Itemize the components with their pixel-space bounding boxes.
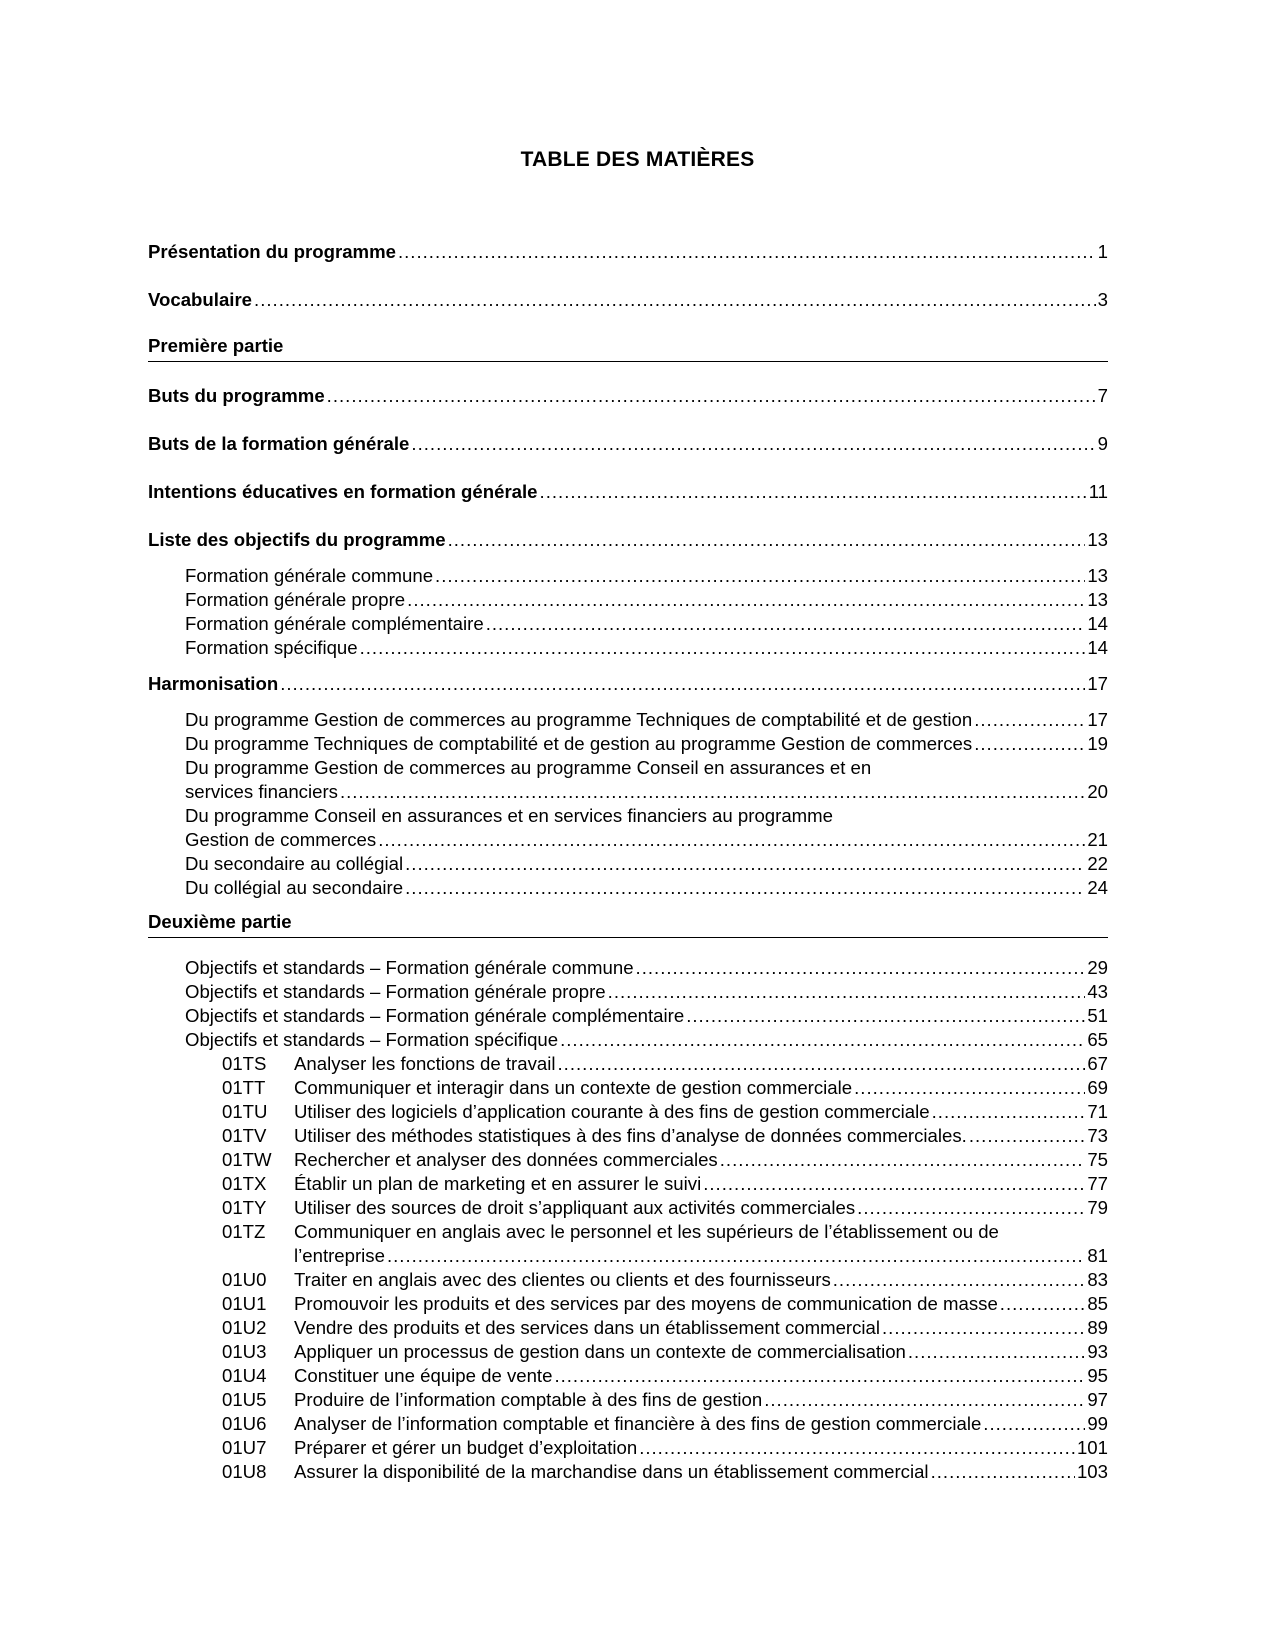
dot-leader [327, 384, 1096, 407]
competency-entry[interactable] [222, 1172, 1108, 1195]
section-heading-part2: Deuxième partie [148, 910, 1108, 938]
dot-leader [608, 980, 1086, 1003]
toc-entry-page: 19 [1087, 733, 1108, 754]
dot-leader [557, 1052, 1085, 1075]
toc-entry-label: Buts de la formation générale [148, 433, 410, 454]
competency-code: 01U3 [222, 1341, 267, 1362]
competency-code: 01TW [222, 1149, 272, 1170]
competency-entry[interactable] [222, 1340, 1108, 1363]
competency-label: Constituer une équipe de vente [294, 1365, 553, 1386]
dot-leader [411, 432, 1095, 455]
competency-label: Préparer et gérer un budget d’exploitation [294, 1437, 638, 1458]
toc-entry[interactable] [148, 384, 1108, 407]
dot-leader [636, 956, 1086, 979]
dot-leader [254, 288, 1096, 311]
competency-label: Rechercher et analyser des données commerciales [294, 1149, 718, 1170]
toc-entry-page: 1 [1097, 241, 1108, 262]
toc-subentry[interactable] [185, 852, 1108, 875]
competency-entry[interactable] [222, 1412, 1108, 1435]
competency-entry[interactable] [222, 1076, 1108, 1099]
competency-label: Vendre des produits et des services dans un établissement commercial [294, 1317, 881, 1338]
competency-code: 01U4 [222, 1365, 267, 1386]
competency-page: 79 [1087, 1197, 1108, 1218]
dot-leader [405, 876, 1085, 899]
toc-subentry[interactable] [185, 980, 1108, 1003]
dot-leader [1000, 1292, 1086, 1315]
competency-label-line1: Communiquer en anglais avec le personnel et les supérieurs de l’établissement ou de [294, 1221, 999, 1242]
competency-label: Utiliser des logiciels d’application courante à des fins de gestion commerciale [294, 1101, 930, 1122]
toc-entry-page: 65 [1087, 1029, 1108, 1050]
competency-code: 01TS [222, 1053, 267, 1074]
toc-entry-label: Formation générale complémentaire [185, 613, 484, 634]
dot-leader [983, 1412, 1085, 1435]
competency-entry[interactable] [222, 1124, 1108, 1147]
toc-subentry[interactable] [185, 956, 1108, 979]
dot-leader [833, 1268, 1086, 1291]
competency-entry[interactable] [222, 1100, 1108, 1123]
toc-subentry[interactable] [185, 1028, 1108, 1051]
toc-entry-label: Buts du programme [148, 385, 325, 406]
toc-entry-label: Gestion de commerces [185, 829, 377, 850]
toc-entry-page: 24 [1087, 877, 1108, 898]
toc-entry-label: Du programme Techniques de comptabilité et de gestion au programme Gestion de commerces [185, 733, 973, 754]
competency-entry[interactable] [222, 1196, 1108, 1219]
toc-entry-page: 29 [1087, 957, 1108, 978]
dot-leader [280, 672, 1085, 695]
dot-leader [360, 636, 1086, 659]
competency-label: Produire de l’information comptable à des fins de gestion [294, 1389, 763, 1410]
toc-entry-page: 9 [1097, 433, 1108, 454]
competency-code: 01TT [222, 1077, 266, 1098]
competency-label: Utiliser des sources de droit s’appliquant aux activités commerciales [294, 1197, 856, 1218]
toc-entry-label: Du secondaire au collégial [185, 853, 404, 874]
competency-label: Analyser de l’information comptable et financière à des fins de gestion commerciale [294, 1413, 982, 1434]
toc-subentry-line1: Du programme Gestion de commerces au programme Conseil en assurances et en [185, 757, 872, 778]
dot-leader [969, 1124, 1085, 1147]
competency-label: l’entreprise [294, 1245, 385, 1266]
competency-label: Utiliser des méthodes statistiques à des fins d’analyse de données commerciales. [294, 1125, 967, 1146]
competency-entry[interactable] [222, 1436, 1108, 1459]
dot-leader [639, 1436, 1075, 1459]
dot-leader [764, 1388, 1085, 1411]
competency-page: 85 [1087, 1293, 1108, 1314]
competency-code: 01U7 [222, 1437, 267, 1458]
toc-entry-label: Objectifs et standards – Formation spécifique [185, 1029, 559, 1050]
competency-code: 01U6 [222, 1413, 267, 1434]
competency-label: Communiquer et interagir dans un contexte de gestion commerciale [294, 1077, 853, 1098]
toc-entry-label: Formation générale propre [185, 589, 406, 610]
competency-page: 95 [1087, 1365, 1108, 1386]
competency-entry[interactable] [222, 1316, 1108, 1339]
competency-page: 81 [1087, 1245, 1108, 1266]
competency-label: Analyser les fonctions de travail [294, 1053, 556, 1074]
dot-leader [908, 1340, 1085, 1363]
toc-entry-page: 13 [1087, 529, 1108, 550]
toc-entry-page: 21 [1087, 829, 1108, 850]
dot-leader [931, 1460, 1075, 1483]
toc-entry-label: Objectifs et standards – Formation générale complémentaire [185, 1005, 685, 1026]
toc-entry[interactable] [148, 528, 1108, 551]
dot-leader [387, 1244, 1085, 1267]
competency-entry[interactable] [222, 1244, 1108, 1267]
toc-entry-label: Liste des objectifs du programme [148, 529, 446, 550]
toc-subentry[interactable] [185, 564, 1108, 587]
competency-entry[interactable] [222, 1052, 1108, 1075]
dot-leader [405, 852, 1085, 875]
toc-entry-page: 51 [1087, 1005, 1108, 1026]
competency-entry[interactable] [222, 1148, 1108, 1171]
competency-page: 99 [1087, 1413, 1108, 1434]
toc-subentry-line1: Du programme Conseil en assurances et en services financiers au programme [185, 805, 833, 826]
competency-label: Traiter en anglais avec des clientes ou clients et des fournisseurs [294, 1269, 831, 1290]
toc-entry[interactable] [148, 432, 1108, 455]
competency-page: 101 [1076, 1437, 1108, 1458]
toc-entry-label: Du programme Gestion de commerces au programme Techniques de comptabilité et de gestion [185, 709, 973, 730]
dot-leader [857, 1196, 1085, 1219]
competency-code: 01U1 [222, 1293, 267, 1314]
competency-code: 01U2 [222, 1317, 267, 1338]
competency-entry[interactable] [222, 1388, 1108, 1411]
toc-entry-label: Vocabulaire [148, 289, 253, 310]
dot-leader [882, 1316, 1085, 1339]
toc-subentry[interactable] [185, 828, 1108, 851]
toc-entry-page: 3 [1097, 289, 1108, 310]
toc-entry-page: 20 [1087, 781, 1108, 802]
toc-entry-page: 13 [1087, 589, 1108, 610]
dot-leader [686, 1004, 1085, 1027]
competency-label: Appliquer un processus de gestion dans un contexte de commercialisation [294, 1341, 906, 1362]
toc-entry-label: services financiers [185, 781, 338, 802]
toc-entry-page: 13 [1087, 565, 1108, 586]
competency-page: 103 [1076, 1461, 1108, 1482]
toc-entry-label: Présentation du programme [148, 241, 396, 262]
competency-page: 93 [1087, 1341, 1108, 1362]
toc-entry-page: 17 [1087, 709, 1108, 730]
competency-page: 71 [1087, 1101, 1108, 1122]
competency-entry[interactable] [222, 1268, 1108, 1291]
dot-leader [560, 1028, 1085, 1051]
toc-subentry[interactable] [185, 732, 1108, 755]
competency-page: 67 [1087, 1053, 1108, 1074]
toc-entry-label: Objectifs et standards – Formation générale commune [185, 957, 634, 978]
competency-label: Assurer la disponibilité de la marchandise dans un établissement commercial [294, 1461, 929, 1482]
toc-entry-page: 22 [1087, 853, 1108, 874]
toc-entry-page: 14 [1087, 613, 1108, 634]
dot-leader [854, 1076, 1085, 1099]
dot-leader [378, 828, 1085, 851]
competency-page: 73 [1087, 1125, 1108, 1146]
competency-code: 01U5 [222, 1389, 267, 1410]
competency-page: 89 [1087, 1317, 1108, 1338]
competency-page: 69 [1087, 1077, 1108, 1098]
toc-entry[interactable] [148, 240, 1108, 263]
toc-entry-page: 11 [1088, 481, 1108, 502]
toc-entry[interactable] [148, 672, 1108, 695]
competency-page: 97 [1087, 1389, 1108, 1410]
competency-page: 75 [1087, 1149, 1108, 1170]
competency-code: 01TY [222, 1197, 267, 1218]
dot-leader [486, 612, 1086, 635]
dot-leader [448, 528, 1086, 551]
competency-page: 77 [1087, 1173, 1108, 1194]
dot-leader [974, 708, 1085, 731]
toc-entry-label: Formation spécifique [185, 637, 358, 658]
toc-entry-page: 17 [1087, 673, 1108, 694]
toc-subentry[interactable] [185, 1004, 1108, 1027]
dot-leader [932, 1100, 1086, 1123]
toc-subentry[interactable] [185, 708, 1108, 731]
competency-page: 83 [1087, 1269, 1108, 1290]
competency-entry[interactable] [222, 1364, 1108, 1387]
toc-entry-label: Intentions éducatives en formation générale [148, 481, 538, 502]
dot-leader [974, 732, 1085, 755]
toc-subentry[interactable] [185, 876, 1108, 899]
dot-leader [554, 1364, 1085, 1387]
competency-code: 01TZ [222, 1221, 266, 1242]
toc-subentry[interactable] [185, 612, 1108, 635]
competency-line1 [222, 1220, 1108, 1243]
dot-leader [340, 780, 1085, 803]
dot-leader [407, 588, 1085, 611]
toc-entry-label: Du collégial au secondaire [185, 877, 404, 898]
competency-code: 01TU [222, 1101, 268, 1122]
toc-entry[interactable] [148, 480, 1108, 503]
dot-leader [398, 240, 1096, 263]
competency-code: 01TX [222, 1173, 267, 1194]
dot-leader [435, 564, 1085, 587]
toc-entry-label: Harmonisation [148, 673, 279, 694]
dot-leader [720, 1148, 1086, 1171]
toc-entry-label: Formation générale commune [185, 565, 434, 586]
section-heading-part1: Première partie [148, 334, 1108, 362]
toc-subentry[interactable] [185, 588, 1108, 611]
toc-entry-label: Objectifs et standards – Formation générale propre [185, 981, 606, 1002]
competency-label: Établir un plan de marketing et en assurer le suivi [294, 1173, 702, 1194]
competency-entry[interactable] [222, 1460, 1108, 1483]
dot-leader [703, 1172, 1085, 1195]
toc-entry[interactable] [148, 288, 1108, 311]
competency-code: 01U8 [222, 1461, 267, 1482]
page-title: TABLE DES MATIÈRES [520, 148, 755, 171]
toc-subentry[interactable] [185, 636, 1108, 659]
toc-entry-page: 14 [1087, 637, 1108, 658]
toc-entry-page: 7 [1097, 385, 1108, 406]
competency-code: 01U0 [222, 1269, 267, 1290]
toc-entry-page: 43 [1087, 981, 1108, 1002]
competency-label: Promouvoir les produits et des services par des moyens de communication de masse [294, 1293, 998, 1314]
dot-leader [540, 480, 1087, 503]
competency-entry[interactable] [222, 1292, 1108, 1315]
competency-code: 01TV [222, 1125, 267, 1146]
toc-subentry[interactable] [185, 780, 1108, 803]
